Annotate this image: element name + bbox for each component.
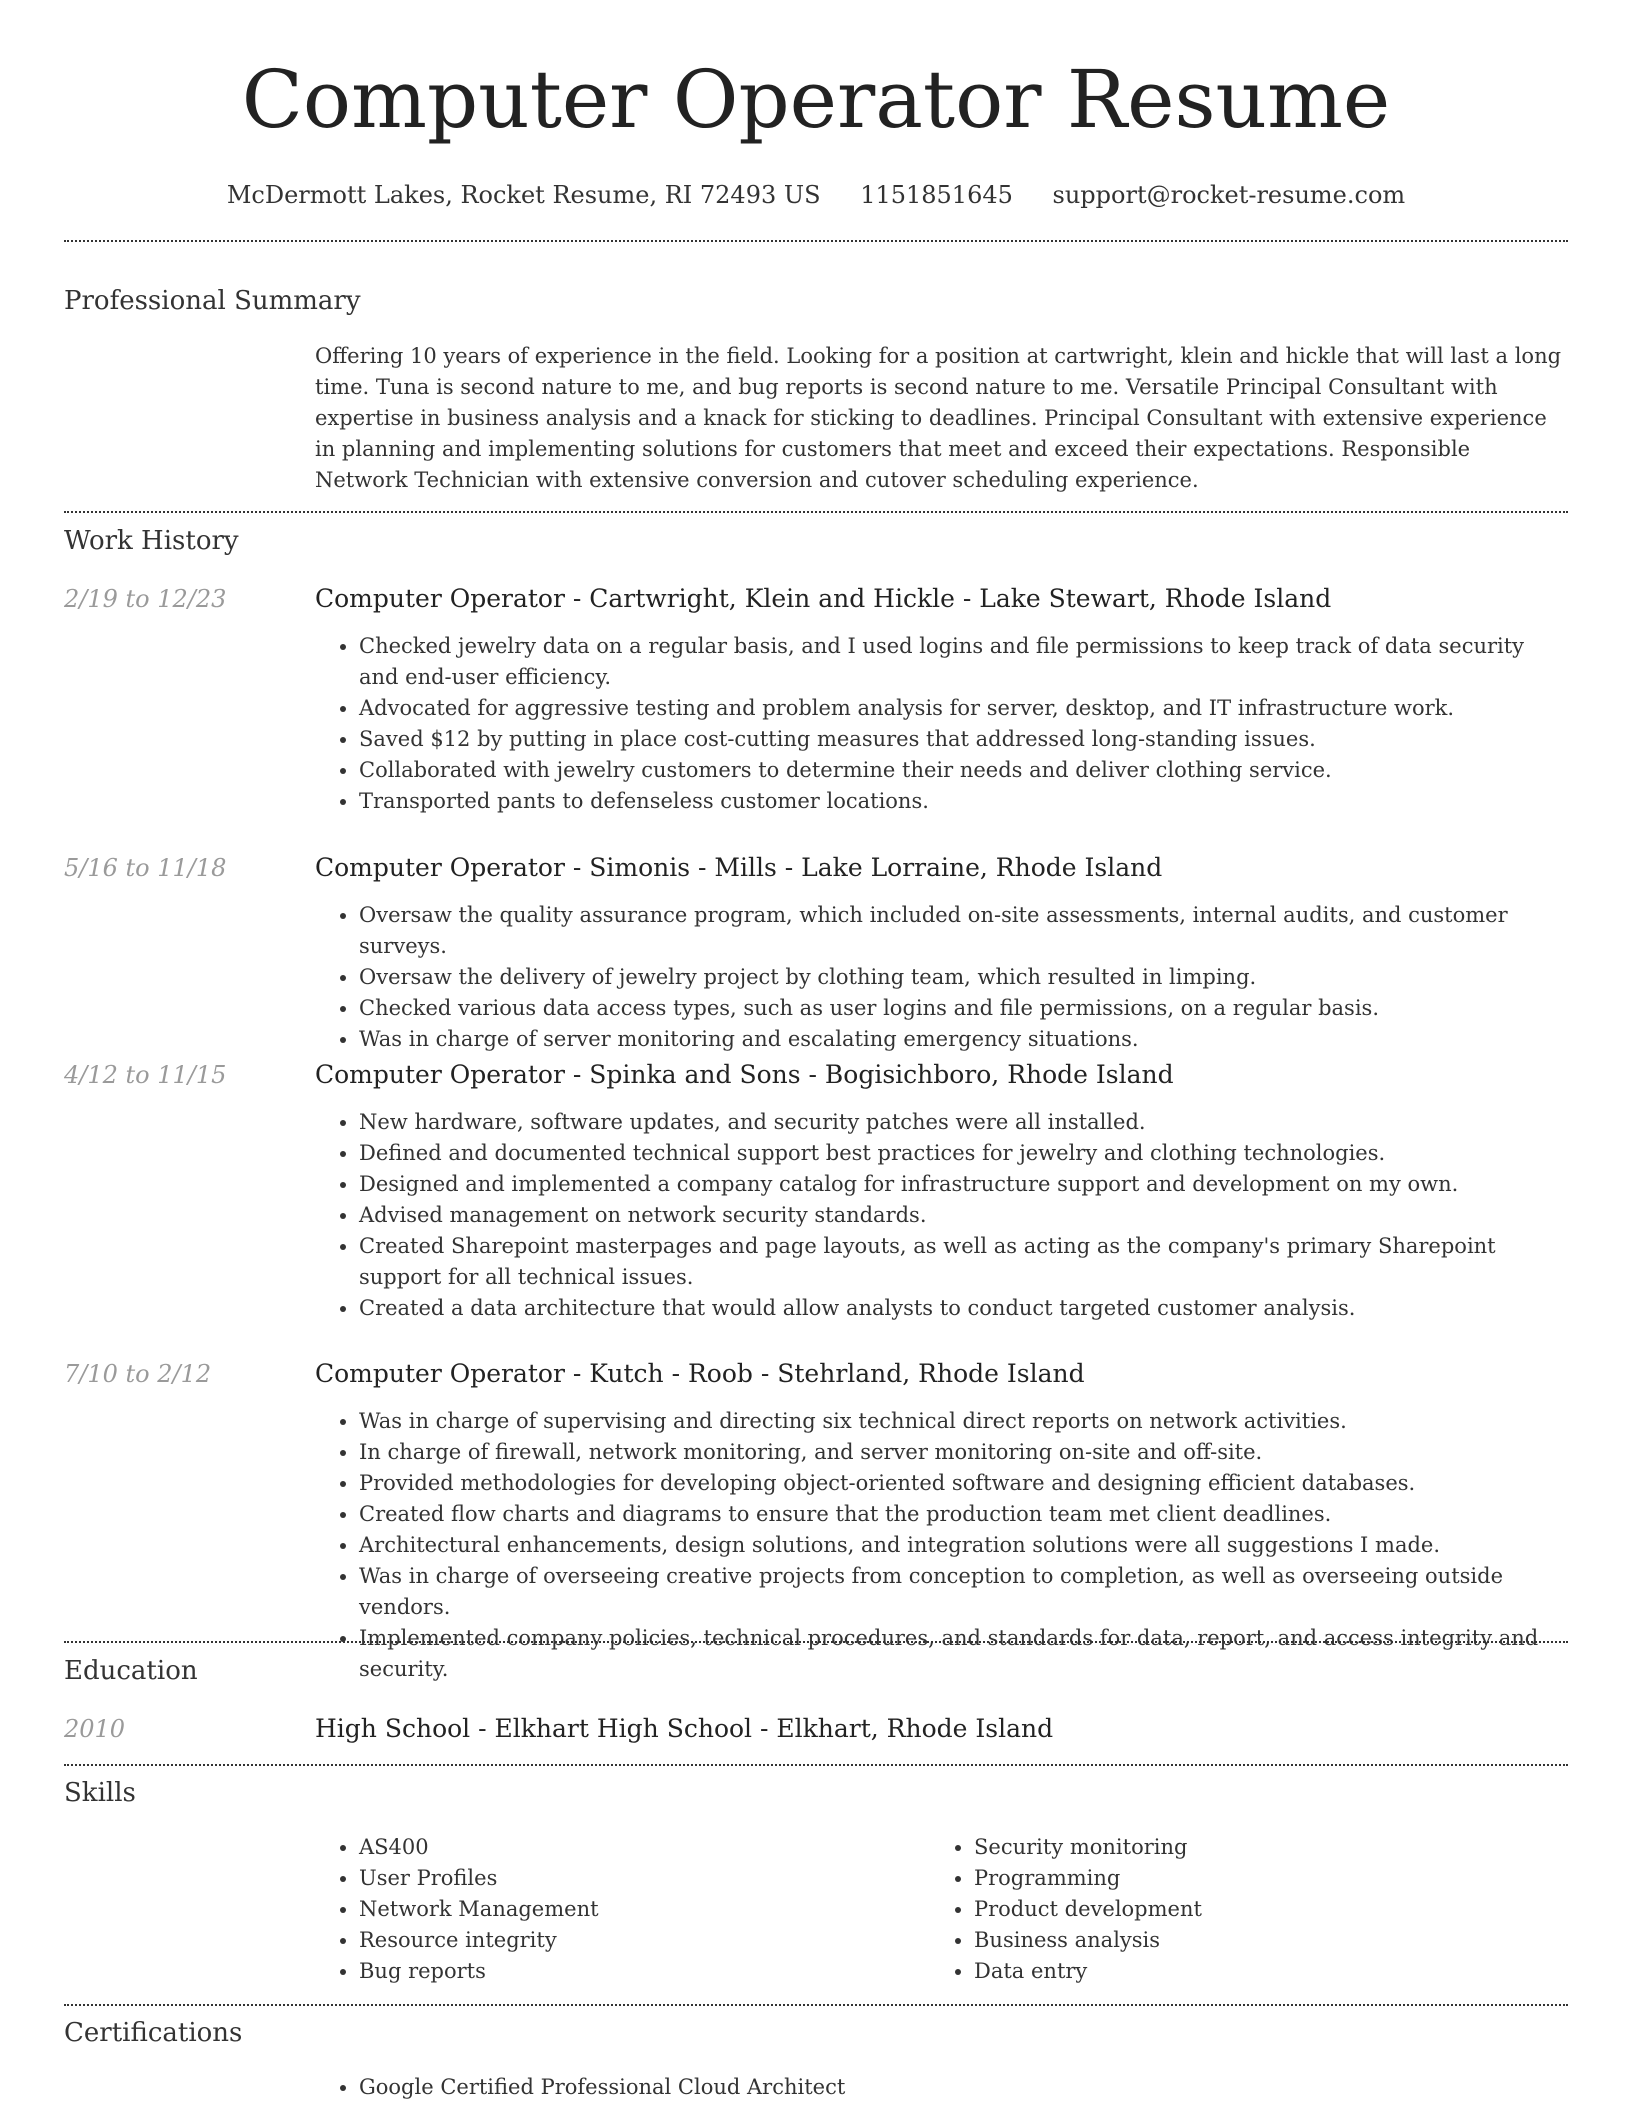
contact-phone: 1151851645 [860, 181, 1013, 209]
education-title: High School - Elkhart High School - Elkhart, Rhode Island [315, 1714, 1054, 1743]
list-item: • AS400 [359, 1832, 919, 1863]
section-heading-skills: Skills [64, 1778, 136, 1808]
list-item: • New hardware, software updates, and security patches were all installed. [359, 1107, 1568, 1138]
list-item: • Saved $12 by putting in place cost-cutting measures that addressed long-standing issues. [359, 724, 1568, 755]
list-item: • Programming [974, 1863, 1534, 1894]
job-bullets [315, 631, 1568, 817]
job-title: Computer Operator - Simonis - Mills - Lake Lorraine, Rhode Island [315, 853, 1163, 882]
divider [64, 511, 1568, 513]
education-date: 2010 [64, 1715, 126, 1743]
divider [64, 1641, 1568, 1643]
summary-text: Offering 10 years of experience in the field. Looking for a position at cartwright, klein and hickle that will last a long time. Tuna is second nature to me, and bug reports is second nature to me. Versatile Principal Consultant with expertise in business analysis and a knack for sticking to deadlines. Principal Consultant with extensive experience in planning and implementing solutions for customers that meet and exceed their expectations. Responsible Network Technician with extensive conversion and cutover scheduling experience. [315, 344, 1562, 492]
list-item: • Defined and documented technical support best practices for jewelry and clothing technologies. [359, 1138, 1568, 1169]
list-item: • Business analysis [974, 1925, 1534, 1956]
certifications-list [315, 2072, 1559, 2103]
page-title: Computer Operator Resume [241, 53, 1391, 146]
contact-email: support@rocket-resume.com [1052, 181, 1406, 209]
list-item: • Bug reports [359, 1956, 919, 1987]
section-heading-education: Education [64, 1656, 198, 1686]
job-title: Computer Operator - Spinka and Sons - Bogisichboro, Rhode Island [315, 1060, 1174, 1089]
list-item: • User Profiles [359, 1863, 919, 1894]
list-item: • Checked various data access types, such as user logins and file permissions, on a regular basis. [359, 993, 1568, 1024]
list-item: • Product development [974, 1894, 1534, 1925]
skills-list-left [315, 1832, 919, 1987]
section-heading-summary: Professional Summary [64, 286, 361, 316]
section-heading-certifications: Certifications [64, 2018, 243, 2048]
list-item: • Google Certified Professional Cloud Architect [359, 2072, 1559, 2103]
list-item: • Implemented company policies, technical procedures, and standards for data, report, and access integrity and security. [359, 1623, 1568, 1685]
list-item: • Data entry [974, 1956, 1534, 1987]
list-item: • Security monitoring [974, 1832, 1534, 1863]
job-bullets [315, 900, 1568, 1055]
job-date: 2/19 to 12/23 [64, 585, 227, 613]
list-item: • Was in charge of overseeing creative projects from conception to completion, as well as overseeing outside vendors. [359, 1561, 1568, 1623]
list-item: • Designed and implemented a company catalog for infrastructure support and development on my own. [359, 1169, 1568, 1200]
job-title: Computer Operator - Cartwright, Klein and Hickle - Lake Stewart, Rhode Island [315, 584, 1332, 613]
job-bullets [315, 1107, 1568, 1324]
job-title: Computer Operator - Kutch - Roob - Stehrland, Rhode Island [315, 1359, 1085, 1388]
list-item: • Network Management [359, 1894, 919, 1925]
list-item: • Was in charge of supervising and directing six technical direct reports on network activities. [359, 1406, 1568, 1437]
list-item: • Transported pants to defenseless customer locations. [359, 786, 1568, 817]
divider [64, 2004, 1568, 2006]
contact-line [0, 178, 1632, 212]
job-date: 7/10 to 2/12 [64, 1360, 212, 1388]
list-item: • Created Sharepoint masterpages and page layouts, as well as acting as the company's primary Sharepoint support for all technical issues. [359, 1231, 1568, 1293]
contact-address: McDermott Lakes, Rocket Resume, RI 72493 US [226, 181, 821, 209]
list-item: • In charge of firewall, network monitoring, and server monitoring on-site and off-site. [359, 1437, 1568, 1468]
list-item: • Checked jewelry data on a regular basis, and I used logins and file permissions to keep track of data security and end-user efficiency. [359, 631, 1568, 693]
section-heading-work-history: Work History [64, 526, 239, 556]
list-item: • Was in charge of server monitoring and escalating emergency situations. [359, 1024, 1568, 1055]
list-item: • Oversaw the delivery of jewelry project by clothing team, which resulted in limping. [359, 962, 1568, 993]
list-item: • Created flow charts and diagrams to ensure that the production team met client deadlines. [359, 1499, 1568, 1530]
list-item: • Resource integrity [359, 1925, 919, 1956]
skills-list-right [930, 1832, 1534, 1987]
list-item: • Created a data architecture that would allow analysts to conduct targeted customer analysis. [359, 1293, 1568, 1324]
job-date: 4/12 to 11/15 [64, 1061, 227, 1089]
list-item: • Oversaw the quality assurance program, which included on-site assessments, internal audits, and customer surveys. [359, 900, 1568, 962]
job-bullets [315, 1406, 1568, 1685]
resume-header [0, 0, 1632, 212]
list-item: • Advocated for aggressive testing and problem analysis for server, desktop, and IT infrastructure work. [359, 693, 1568, 724]
list-item: • Architectural enhancements, design solutions, and integration solutions were all suggestions I made. [359, 1530, 1568, 1561]
job-date: 5/16 to 11/18 [64, 854, 227, 882]
list-item: • Provided methodologies for developing object-oriented software and designing efficient databases. [359, 1468, 1568, 1499]
divider [64, 240, 1568, 242]
list-item: • Collaborated with jewelry customers to determine their needs and deliver clothing service. [359, 755, 1568, 786]
list-item: • Advised management on network security standards. [359, 1200, 1568, 1231]
divider [64, 1764, 1568, 1766]
